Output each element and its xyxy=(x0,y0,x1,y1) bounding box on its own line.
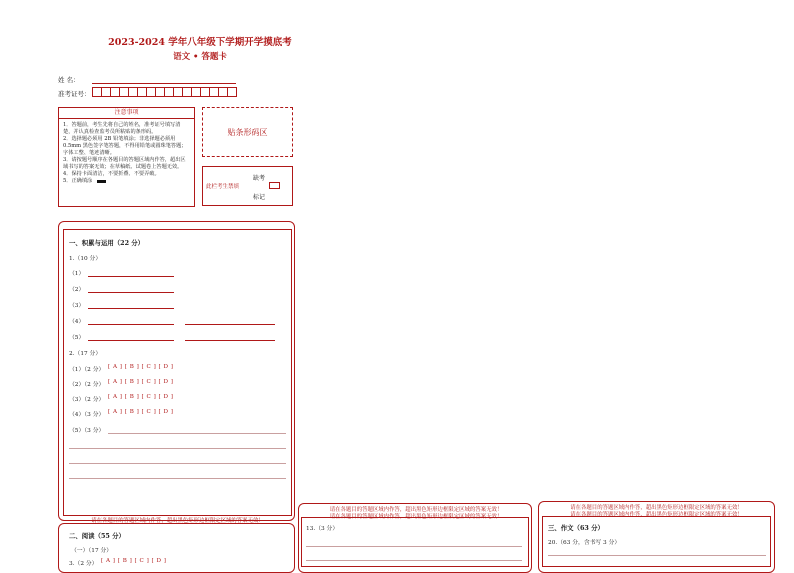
q1-answer-line-5a[interactable] xyxy=(88,340,174,341)
q1-answer-line-5b[interactable] xyxy=(185,340,275,341)
absent-checkbox[interactable] xyxy=(269,182,280,189)
section3-heading: 三、作文（63 分） xyxy=(548,524,604,532)
absent-mark-top: 缺考 xyxy=(253,175,266,182)
absent-mark-bottom: 标记 xyxy=(253,194,266,201)
q3-label: 3.（2 分） xyxy=(69,561,98,567)
q1-answer-line-2[interactable] xyxy=(88,292,174,293)
name-field[interactable] xyxy=(92,83,236,84)
q1-answer-line-4a[interactable] xyxy=(88,324,174,325)
q2-item-num: （2）（2 分） xyxy=(69,382,105,388)
q2-item-num: （4）（3 分） xyxy=(69,412,105,418)
choice-options[interactable]: [ A ] [ B ] [ C ] [ D ] xyxy=(108,364,174,370)
notice-item: 1．答题前，考生先将自己的姓名，准考证号填写清楚，并认真检查监考员所粘贴的条形码。 xyxy=(63,122,181,135)
boundary-warning: 请在各题目的答题区域内作答，超出黑色矩形边框限定区域的答案无效！ xyxy=(329,507,503,513)
page-title: 2023-2024 学年八年级下学期开学摸底考 xyxy=(108,37,292,48)
absent-box xyxy=(202,166,293,206)
notice-item: 3．请按题号顺序在各题目的答题区域内作答，超出区域书写的答案无效；在草稿纸、试题卷上答题无效。 xyxy=(63,157,186,170)
q1-item-1: （1） xyxy=(69,271,85,277)
notice-item: 2．选择题必须用 2B 铅笔填涂；非选择题必须用 0.5mm 黑色签字笔答题，不得用铅笔或圆珠笔答题；字体工整、笔迹清晰。 xyxy=(63,136,187,156)
notice-item: 4．保持卡面清洁，不要折叠、不要弄破。 xyxy=(63,171,160,177)
q13-label: 13.（3 分） xyxy=(306,526,339,532)
choice-options[interactable]: [ A ] [ B ] [ C ] [ D ] xyxy=(101,558,167,564)
boundary-warning: 请在各题目的答题区域内作答，超出黑色矩形边框限定区域的答案无效！ xyxy=(570,512,743,518)
q20-label: 20.（63 分，含书写 3 分） xyxy=(548,540,621,546)
id-number-grid[interactable] xyxy=(92,87,237,97)
section2-sub: （一）（17 分） xyxy=(71,548,113,554)
section2-panel xyxy=(58,523,295,573)
answer-line[interactable] xyxy=(108,433,286,434)
barcode-label: 贴条形码区 xyxy=(227,127,268,137)
notice-box xyxy=(58,107,195,207)
answer-line[interactable] xyxy=(69,478,286,479)
page-subtitle: 语文 • 答题卡 xyxy=(173,52,227,62)
q1-answer-line-3[interactable] xyxy=(88,308,174,309)
section1-heading: 一、积累与运用（22 分） xyxy=(69,239,145,247)
name-label: 姓 名： xyxy=(58,76,80,84)
q1-item-4: （4） xyxy=(69,319,85,325)
boundary-warning: 请在各题目的答题区域内作答，超出黑色矩形边框限定区域的答案无效！ xyxy=(91,518,264,524)
column2-box xyxy=(301,517,529,567)
answer-line[interactable] xyxy=(69,448,286,449)
q1-item-5: （5） xyxy=(69,335,85,341)
q2-label: 2.（17 分） xyxy=(69,351,102,357)
notice-title: 注意事项 xyxy=(59,108,194,119)
barcode-area xyxy=(202,107,293,157)
choice-options[interactable]: [ A ] [ B ] [ C ] [ D ] xyxy=(108,394,174,400)
section2-heading: 二、阅读（55 分） xyxy=(69,532,125,540)
q1-label: 1.（10 分） xyxy=(69,256,102,262)
filled-mark-icon xyxy=(97,180,106,183)
answer-line[interactable] xyxy=(306,560,522,561)
q1-item-2: （2） xyxy=(69,287,85,293)
answer-line[interactable] xyxy=(69,463,286,464)
q1-item-3: （3） xyxy=(69,303,85,309)
absent-label: 此栏考生禁填 xyxy=(206,184,240,190)
q2-item-5: （5）（3 分） xyxy=(69,428,105,434)
choice-options[interactable]: [ A ] [ B ] [ C ] [ D ] xyxy=(108,409,174,415)
q2-item-num: （1）（2 分） xyxy=(69,367,105,373)
answer-line[interactable] xyxy=(306,546,522,547)
boundary-warning: 请在各题目的答题区域内作答，超出黑色矩形边框限定区域的答案无效！ xyxy=(329,514,503,520)
id-label: 准考证号： xyxy=(58,90,91,98)
answer-line[interactable] xyxy=(548,555,766,556)
q2-item-num: （3）（2 分） xyxy=(69,397,105,403)
column3-box xyxy=(542,516,771,567)
q1-answer-line-4b[interactable] xyxy=(185,324,275,325)
section1-box xyxy=(63,229,292,516)
choice-options[interactable]: [ A ] [ B ] [ C ] [ D ] xyxy=(108,379,174,385)
boundary-warning: 请在各题目的答题区域内作答，超出黑色矩形边框限定区域的答案无效！ xyxy=(570,505,743,511)
q1-answer-line-1[interactable] xyxy=(88,276,174,277)
notice-item: 5．正确填涂 xyxy=(63,178,93,184)
